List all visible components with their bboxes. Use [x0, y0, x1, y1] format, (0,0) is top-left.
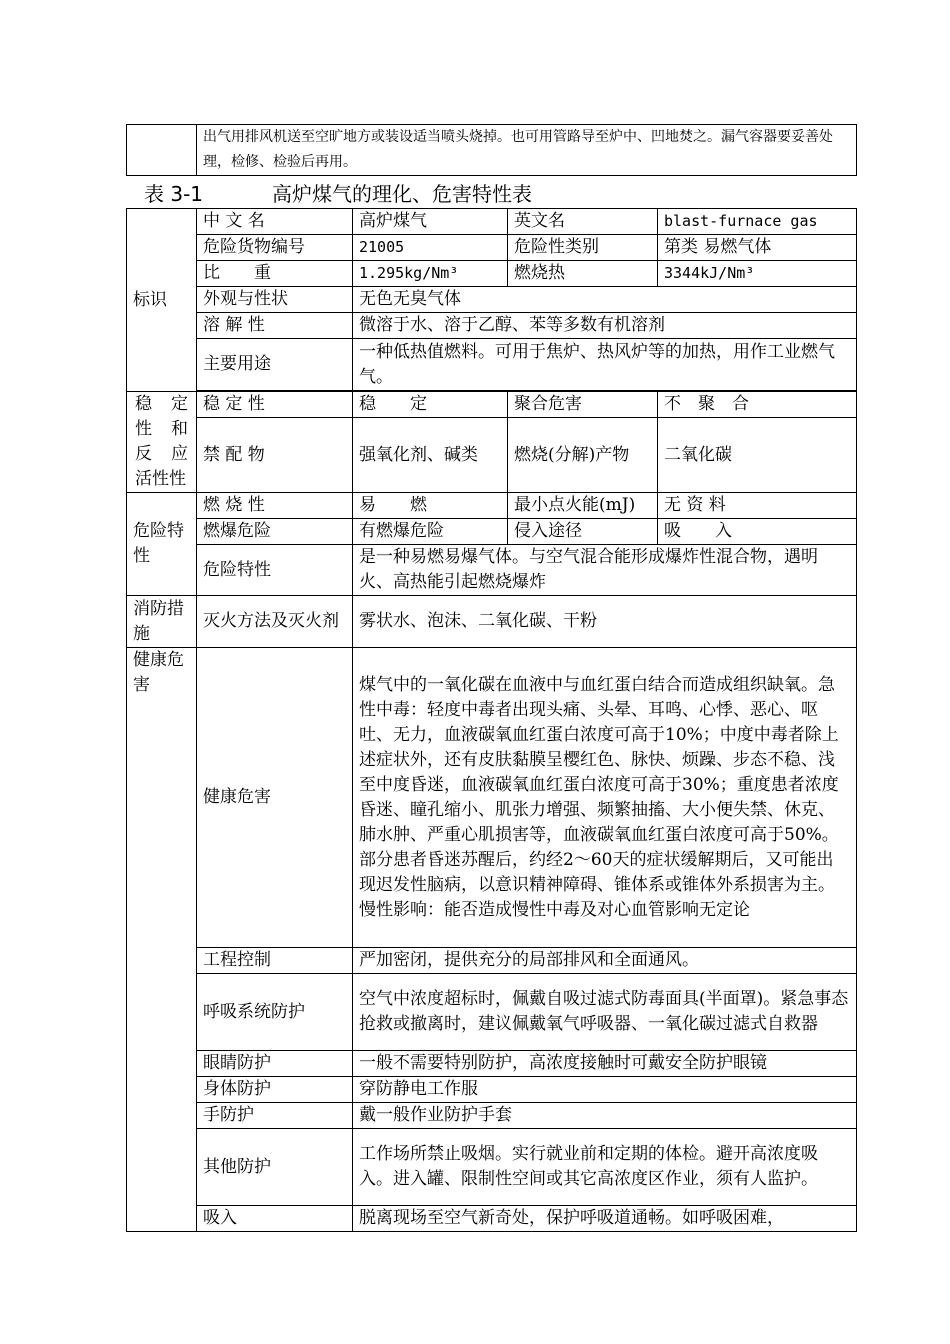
table-row — [127, 209, 857, 235]
label-explosion: 燃爆危险 — [197, 519, 353, 545]
label-engineering-control: 工程控制 — [197, 948, 353, 974]
label-other-protection: 其他防护 — [197, 1129, 353, 1206]
value-other-protection: 工作场所禁止吸烟。实行就业前和定期的体检。避开高浓度吸入。进入罐、限制性空间或其它高浓度区作业，须有人监护。 — [353, 1129, 857, 1206]
table-row — [127, 545, 857, 596]
label-health-hazard: 健康危害 — [197, 648, 353, 948]
category-hazard: 危险特性 — [127, 493, 197, 596]
continued-table-fragment — [126, 124, 857, 176]
table-row — [127, 596, 857, 648]
table-row — [127, 974, 857, 1051]
table-row — [127, 1129, 857, 1206]
label-exposure-route: 侵入途径 — [508, 519, 658, 545]
value-respiratory: 空气中浓度超标时，佩戴自吸过滤式防毒面具(半面罩)。紧急事态抢救或撤离时，建议佩戴氧气呼吸器、一氧化碳过滤式自救器 — [353, 974, 857, 1051]
table-row — [127, 519, 857, 545]
fragment-text: 出气用排风机送至空旷地方或装设适当喷头烧掉。也可用管路导至炉中、凹地焚之。漏气容器要妥善处理，检修、检验后再用。 — [197, 125, 857, 176]
value-density: 1.295kg/Nm³ — [353, 261, 508, 287]
value-hazard-no: 21005 — [353, 235, 508, 261]
category-health: 健康危害 — [127, 648, 197, 1232]
label-polymerization: 聚合危害 — [508, 392, 658, 418]
label-hazard-class: 危险性类别 — [508, 235, 658, 261]
label-en-name: 英文名 — [508, 209, 658, 235]
hazard-property-table — [126, 208, 857, 1232]
value-en-name: blast-furnace gas — [658, 209, 857, 235]
table-title — [144, 181, 532, 207]
value-stability: 稳 定 — [353, 392, 508, 418]
label-flammability: 燃 烧 性 — [197, 493, 353, 519]
label-hazard-feature: 危险特性 — [197, 545, 353, 596]
label-hand-protection: 手防护 — [197, 1103, 353, 1129]
table-row — [127, 948, 857, 974]
label-hazard-no: 危险货物编号 — [197, 235, 353, 261]
label-cn-name: 中 文 名 — [197, 209, 353, 235]
value-ignition-energy: 无 资 料 — [658, 493, 857, 519]
label-respiratory: 呼吸系统防护 — [197, 974, 353, 1051]
label-inhalation: 吸入 — [197, 1206, 353, 1232]
label-eye-protection: 眼睛防护 — [197, 1051, 353, 1077]
label-body-protection: 身体防护 — [197, 1077, 353, 1103]
table-row — [127, 392, 857, 418]
label-stability: 稳 定 性 — [197, 392, 353, 418]
table-row — [127, 287, 857, 313]
category-firefighting: 消防措施 — [127, 596, 197, 648]
fragment-empty-cell — [127, 125, 197, 176]
value-eye-protection: 一般不需要特别防护，高浓度接触时可戴安全防护眼镜 — [353, 1051, 857, 1077]
value-extinguish: 雾状水、泡沫、二氧化碳、干粉 — [353, 596, 857, 648]
table-row — [127, 313, 857, 339]
value-usage: 一种低热值燃料。可用于焦炉、热风炉等的加热，用作工业燃气气。 — [353, 339, 857, 391]
value-engineering-control: 严加密闭，提供充分的局部排风和全面通风。 — [353, 948, 857, 974]
table-row — [127, 261, 857, 287]
value-hazard-feature: 是一种易燃易爆气体。与空气混合能形成爆炸性混合物，遇明火、高热能引起燃烧爆炸 — [353, 545, 857, 596]
label-density: 比 重 — [197, 261, 353, 287]
table-row — [127, 339, 857, 391]
value-inhalation: 脱离现场至空气新奇处，保护呼吸道通畅。如呼吸困难， — [353, 1206, 857, 1232]
label-combustion-products: 燃烧(分解)产物 — [508, 418, 658, 493]
value-body-protection: 穿防静电工作服 — [353, 1077, 857, 1103]
value-solubility: 微溶于水、溶于乙醇、苯等多数有机溶剂 — [353, 313, 857, 339]
value-exposure-route: 吸 入 — [658, 519, 857, 545]
value-flammability: 易 燃 — [353, 493, 508, 519]
table-row — [127, 1077, 857, 1103]
table-number: 表 3-1 — [144, 182, 204, 206]
value-combustion-products: 二氧化碳 — [658, 418, 857, 493]
table-row — [127, 648, 857, 948]
table-row — [127, 1051, 857, 1077]
value-combustion-heat: 3344kJ/Nm³ — [658, 261, 857, 287]
value-hazard-class: 第类 易燃气体 — [658, 235, 857, 261]
value-explosion: 有燃爆危险 — [353, 519, 508, 545]
table-row — [127, 235, 857, 261]
value-hand-protection: 戴一般作业防护手套 — [353, 1103, 857, 1129]
category-identification: 标识 — [127, 209, 197, 392]
table-title-text: 高炉煤气的理化、危害特性表 — [272, 182, 532, 206]
label-combustion-heat: 燃烧热 — [508, 261, 658, 287]
label-extinguish: 灭火方法及灭火剂 — [197, 596, 353, 648]
label-usage: 主要用途 — [197, 339, 353, 391]
label-appearance: 外观与性状 — [197, 287, 353, 313]
category-stability: 稳 定 性 和 反 应 活性性 — [127, 392, 197, 493]
table-row — [127, 493, 857, 519]
value-incompatible: 强氧化剂、碱类 — [353, 418, 508, 493]
label-incompatible: 禁 配 物 — [197, 418, 353, 493]
table-row — [127, 1103, 857, 1129]
value-polymerization: 不 聚 合 — [658, 392, 857, 418]
value-cn-name: 高炉煤气 — [353, 209, 508, 235]
value-appearance: 无色无臭气体 — [353, 287, 857, 313]
label-ignition-energy: 最小点火能(mJ) — [508, 493, 658, 519]
table-row — [127, 418, 857, 493]
table-row — [127, 1206, 857, 1232]
label-solubility: 溶 解 性 — [197, 313, 353, 339]
value-health-hazard: 煤气中的一氧化碳在血液中与血红蛋白结合而造成组织缺氧。急性中毒：轻度中毒者出现头痛、头晕、耳鸣、心悸、恶心、呕吐、无力，血液碳氧血红蛋白浓度可高于10%；中度中毒者除上述症状外，还有皮肤黏膜呈樱红色、脉快、烦躁、步态不稳、浅至中度昏迷，血液碳氧血红蛋白浓度可高于30%；重度患者浓度昏迷、瞳孔缩小、肌张力增强、频繁抽搐、大小便失禁、休克、肺水肿、严重心肌损害等，血液碳氧血红蛋白浓度可高于50%。部分患者昏迷苏醒后，约经2～60天的症状缓解期后，又可能出现迟发性脑病，以意识精神障碍、锥体系或锥体外系损害为主。慢性影响：能否造成慢性中毒及对心血管影响无定论 — [353, 648, 857, 948]
